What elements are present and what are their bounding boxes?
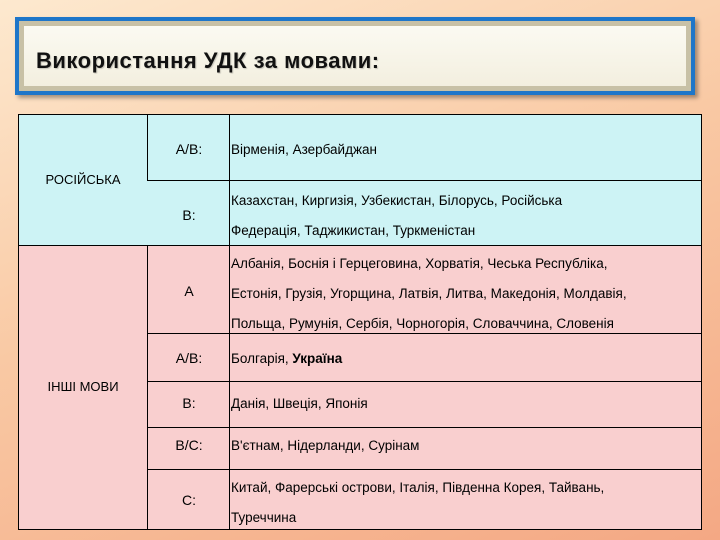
udk-code: В:: [182, 395, 196, 411]
grid-hline: [147, 469, 701, 470]
grid-hline: [147, 427, 701, 428]
udk-code: С:: [182, 492, 196, 508]
grid-hline: [147, 381, 701, 382]
language-table: [18, 114, 702, 530]
countries-line: Албанія, Боснія і Герцеговина, Хорватія, Чеська Республіка,: [231, 256, 608, 271]
udk-code: В:: [182, 207, 196, 223]
udk-code: В/С:: [175, 437, 203, 453]
countries-line: Естонія, Грузія, Угорщина, Латвія, Литва, Македонія, Молдавія,: [231, 286, 627, 301]
grid-vline: [229, 245, 230, 333]
group-label-russian: РОСІЙСЬКА: [45, 172, 121, 187]
udk-code: А: [184, 283, 194, 299]
countries-list: [231, 186, 699, 246]
group-label-other: ІНШІ МОВИ: [47, 379, 119, 394]
countries-line: Федерація, Таджикистан, Туркменістан: [231, 223, 476, 238]
country-name: Болгарія,: [231, 351, 293, 366]
countries-line: Польща, Румунія, Сербія, Чорногорія, Словаччина, Словенія: [231, 316, 614, 331]
countries-list: В'єтнам, Нідерланди, Сурінам: [231, 438, 420, 453]
title-panel: [24, 26, 686, 86]
grid-vline: [229, 333, 230, 529]
grid-vline: [147, 115, 148, 180]
title-frame: [15, 17, 695, 95]
grid-hline: [147, 180, 701, 181]
countries-list: Данія, Швеція, Японія: [231, 396, 368, 411]
country-name-highlighted: Україна: [292, 351, 343, 366]
countries-line: Туреччина: [231, 510, 297, 525]
countries-line: Китай, Фарерські острови, Італія, Південна Корея, Тайвань,: [231, 480, 605, 495]
udk-code: А/В:: [175, 141, 203, 157]
grid-vline-gap: [147, 180, 148, 245]
slide-title: Використання УДК за мовами:: [36, 48, 380, 73]
countries-list: [231, 351, 699, 366]
countries-list: [231, 249, 699, 339]
countries-list: [231, 473, 699, 533]
udk-code: А/В:: [175, 350, 203, 366]
countries-line: Казахстан, Киргизія, Узбекистан, Білорусь, Російська: [231, 193, 563, 208]
countries-list: Вірменія, Азербайджан: [231, 142, 377, 157]
grid-vline: [147, 245, 148, 529]
